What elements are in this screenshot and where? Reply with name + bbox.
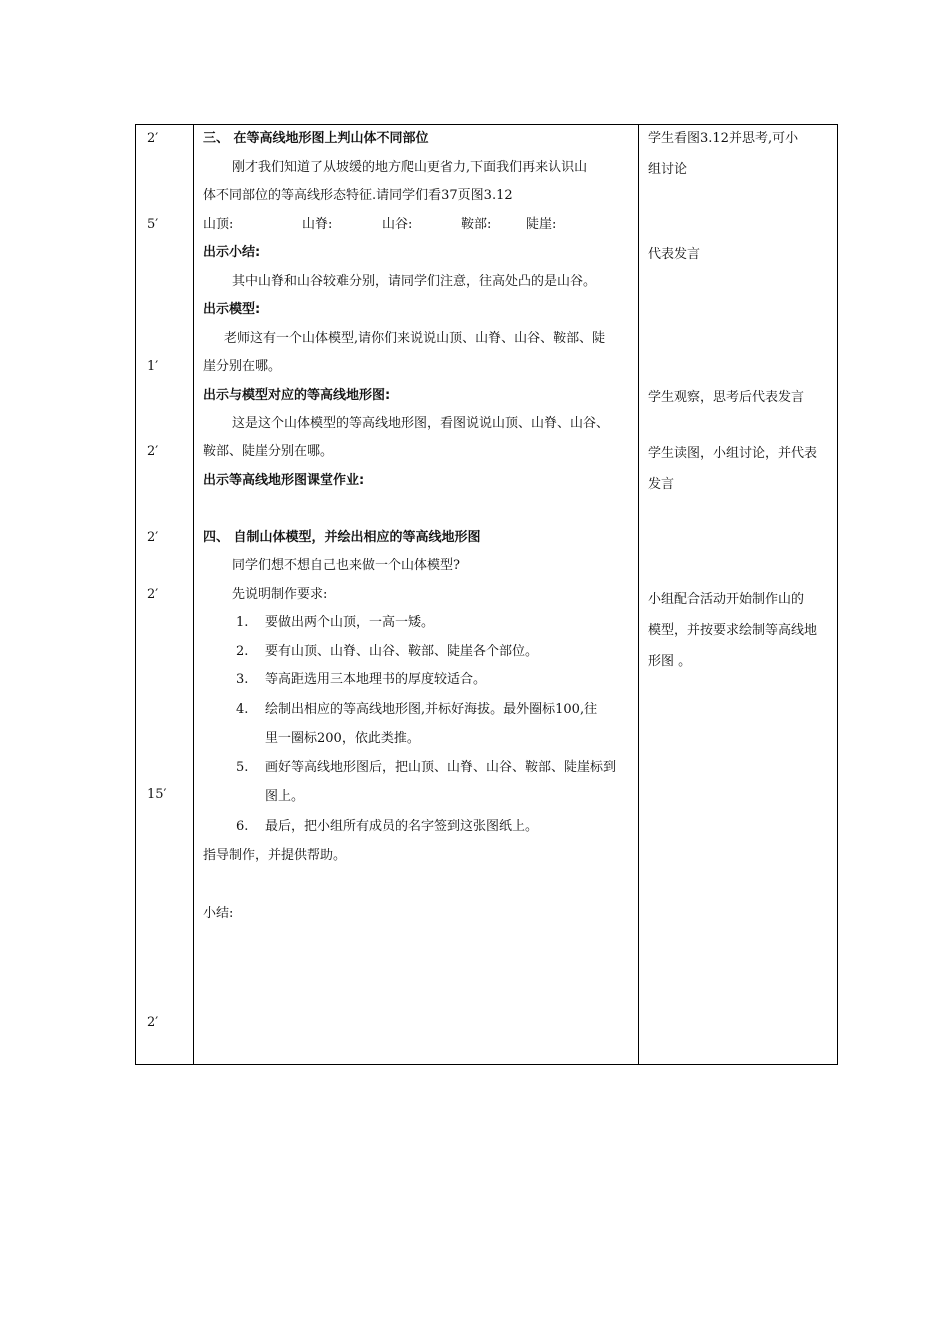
- section4-line2: 先说明制作要求:: [232, 587, 328, 602]
- part-label-cliff: 陡崖:: [526, 217, 557, 232]
- student-activity: 模型，并按要求绘制等高线地: [648, 623, 818, 638]
- section3-intro-line2: 体不同部位的等高线形态特征.请同学们看37页图3.12: [203, 188, 513, 203]
- student-activity: 学生观察，思考后代表发言: [648, 390, 805, 405]
- column-divider-student: [638, 125, 639, 1064]
- homework-heading: 出示等高线地形图课堂作业:: [203, 473, 365, 488]
- part-label-peak: 山顶:: [203, 217, 234, 232]
- student-activity: 代表发言: [648, 247, 701, 262]
- model-heading: 出示模型:: [203, 302, 261, 317]
- student-activity: 小组配合活动开始制作山的: [648, 592, 805, 607]
- student-activity: 学生读图，小组讨论，并代表: [648, 446, 818, 461]
- requirement-text: 画好等高线地形图后，把山顶、山脊、山谷、鞍部、陡崖标到: [265, 760, 617, 775]
- map-heading: 出示与模型对应的等高线地形图:: [203, 388, 391, 403]
- student-activity: 学生看图3.12并思考,可小: [648, 131, 799, 146]
- column-divider-time: [193, 125, 194, 1064]
- part-label-valley: 山谷:: [382, 217, 413, 232]
- time-mark: 2′: [147, 131, 159, 146]
- section4-summary: 小结:: [203, 906, 234, 921]
- requirement-number: 1.: [236, 615, 249, 630]
- part-label-ridge: 山脊:: [302, 217, 333, 232]
- requirement-text-cont: 图上。: [265, 789, 305, 804]
- requirement-text: 等高距选用三本地理书的厚度较适合。: [265, 672, 487, 687]
- time-mark: 5′: [147, 217, 159, 232]
- requirement-text: 要有山顶、山脊、山谷、鞍部、陡崖各个部位。: [265, 644, 539, 659]
- section4-heading: 四、 自制山体模型，并绘出相应的等高线地形图: [203, 530, 481, 545]
- requirement-number: 4.: [236, 702, 249, 717]
- time-mark: 1′: [147, 359, 159, 374]
- part-label-saddle: 鞍部:: [461, 217, 492, 232]
- section4-line1: 同学们想不想自己也来做一个山体模型?: [232, 558, 460, 573]
- summary-heading: 出示小结:: [203, 245, 261, 260]
- student-activity: 形图 。: [648, 654, 692, 669]
- student-activity: 发言: [648, 477, 675, 492]
- time-mark: 2′: [147, 1015, 159, 1030]
- section3-heading: 三、 在等高线地形图上判山体不同部位: [203, 131, 429, 146]
- model-line1: 老师这有一个山体模型,请你们来说说山顶、山脊、山谷、鞍部、陡: [224, 331, 606, 346]
- student-activity: 组讨论: [648, 162, 688, 177]
- requirement-text: 要做出两个山顶，一高一矮。: [265, 615, 435, 630]
- model-line2: 崖分别在哪。: [203, 359, 282, 374]
- requirement-text: 绘制出相应的等高线地形图,并标好海拔。最外圈标100,往: [265, 702, 598, 717]
- requirement-number: 5.: [236, 760, 249, 775]
- requirement-text-cont: 里一圈标200，依此类推。: [265, 731, 420, 746]
- time-mark: 2′: [147, 444, 159, 459]
- map-line2: 鞍部、陡崖分别在哪。: [203, 444, 334, 459]
- requirement-number: 2.: [236, 644, 249, 659]
- guide-text: 指导制作，并提供帮助。: [203, 848, 347, 863]
- time-mark: 15′: [147, 787, 167, 802]
- requirement-number: 3.: [236, 672, 249, 687]
- summary-text: 其中山脊和山谷较难分别，请同学们注意，往高处凸的是山谷。: [232, 274, 597, 289]
- requirement-number: 6.: [236, 819, 249, 834]
- map-line1: 这是这个山体模型的等高线地形图，看图说说山顶、山脊、山谷、: [232, 416, 610, 431]
- section3-intro-line1: 刚才我们知道了从坡缓的地方爬山更省力,下面我们再来认识山: [232, 160, 588, 175]
- requirement-text: 最后，把小组所有成员的名字签到这张图纸上。: [265, 819, 539, 834]
- lesson-table: [135, 124, 838, 1065]
- time-mark: 2′: [147, 530, 159, 545]
- time-mark: 2′: [147, 587, 159, 602]
